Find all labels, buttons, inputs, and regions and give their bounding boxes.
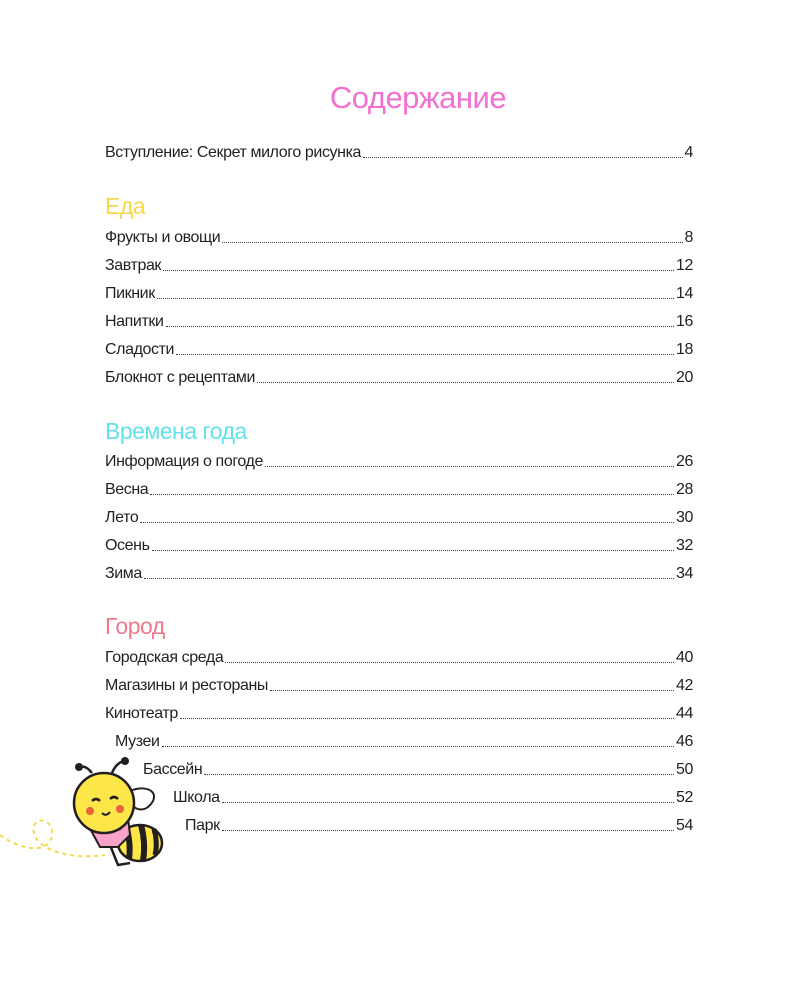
- dot-leader: [257, 382, 674, 383]
- toc-page-number: 20: [676, 369, 693, 386]
- toc-row[interactable]: [143, 759, 693, 779]
- dot-leader: [265, 466, 674, 467]
- toc-page-number: 14: [676, 285, 693, 302]
- toc-page-number: 50: [676, 761, 693, 778]
- toc-entry-label: Завтрак: [105, 257, 162, 274]
- toc-page-number: 44: [676, 705, 693, 722]
- dot-leader: [157, 298, 674, 299]
- toc-entry-label: Вступление: Секрет милого рисунка: [105, 144, 362, 161]
- toc-intro-row[interactable]: [105, 142, 693, 162]
- toc-row[interactable]: [105, 227, 693, 247]
- toc-row[interactable]: [105, 703, 693, 723]
- dot-leader: [222, 830, 674, 831]
- dot-leader: [166, 326, 674, 327]
- toc-page-number: 26: [676, 453, 693, 470]
- dot-leader: [162, 746, 674, 747]
- dot-leader: [180, 718, 674, 719]
- toc-entry-label: Фрукты и овощи: [105, 229, 221, 246]
- dot-leader: [176, 354, 674, 355]
- toc-page-number: 18: [676, 341, 693, 358]
- toc-row[interactable]: [115, 731, 693, 751]
- toc-entry-label: Школа: [173, 789, 220, 806]
- toc-entry-label: Весна: [105, 481, 149, 498]
- toc-row[interactable]: [105, 675, 693, 695]
- toc-entry-label: Зима: [105, 565, 142, 582]
- section-heading-city: Город: [105, 613, 165, 639]
- dot-leader: [225, 662, 674, 663]
- toc-entry-label: Кинотеатр: [105, 705, 178, 722]
- dot-leader: [152, 550, 674, 551]
- dot-leader: [222, 802, 674, 803]
- dot-leader: [222, 242, 682, 243]
- section-heading-seasons: Времена года: [105, 418, 247, 444]
- toc-entry-label: Парк: [185, 817, 220, 834]
- toc-row[interactable]: [185, 815, 693, 835]
- toc-row[interactable]: [105, 283, 693, 303]
- toc-page-number: 32: [676, 537, 693, 554]
- toc-row[interactable]: [105, 535, 693, 555]
- toc-entry-label: Лето: [105, 509, 139, 526]
- toc-page-number: 52: [676, 789, 693, 806]
- toc-row[interactable]: [105, 311, 693, 331]
- toc-entry-label: Магазины и рестораны: [105, 677, 269, 694]
- toc-entry-label: Напитки: [105, 313, 164, 330]
- dot-leader: [363, 157, 682, 158]
- toc-row[interactable]: [105, 339, 693, 359]
- dot-leader: [204, 774, 674, 775]
- dot-leader: [163, 270, 674, 271]
- toc-page-number: 4: [684, 144, 693, 161]
- toc-row[interactable]: [105, 507, 693, 527]
- toc-page-number: 34: [676, 565, 693, 582]
- toc-row[interactable]: [173, 787, 693, 807]
- toc-page-number: 54: [676, 817, 693, 834]
- dot-leader: [270, 690, 674, 691]
- toc-row[interactable]: [105, 367, 693, 387]
- toc-row[interactable]: [105, 451, 693, 471]
- dot-leader: [150, 494, 674, 495]
- toc-entry-label: Музеи: [115, 733, 160, 750]
- toc-row[interactable]: [105, 479, 693, 499]
- toc-entry-label: Городская среда: [105, 649, 224, 666]
- toc-page-number: 28: [676, 481, 693, 498]
- toc-page-number: 40: [676, 649, 693, 666]
- toc-page-number: 46: [676, 733, 693, 750]
- toc-page-number: 16: [676, 313, 693, 330]
- page-title: Содержание: [329, 80, 507, 115]
- section-heading-food: Еда: [105, 193, 146, 219]
- toc-row[interactable]: [105, 647, 693, 667]
- toc-entry-label: Осень: [105, 537, 150, 554]
- dot-leader: [140, 522, 674, 523]
- toc-entry-label: Бассейн: [143, 761, 203, 778]
- toc-entry-label: Пикник: [105, 285, 155, 302]
- toc-page-number: 12: [676, 257, 693, 274]
- dot-leader: [144, 578, 674, 579]
- toc-entry-label: Сладости: [105, 341, 175, 358]
- toc-page-number: 42: [676, 677, 693, 694]
- bee-icon: [0, 755, 175, 885]
- toc-entry-label: Блокнот с рецептами: [105, 369, 256, 386]
- toc-page-number: 30: [676, 509, 693, 526]
- toc-row[interactable]: [105, 563, 693, 583]
- toc-page-number: 8: [684, 229, 693, 246]
- toc-entry-label: Информация о погоде: [105, 453, 263, 470]
- toc-row[interactable]: [105, 255, 693, 275]
